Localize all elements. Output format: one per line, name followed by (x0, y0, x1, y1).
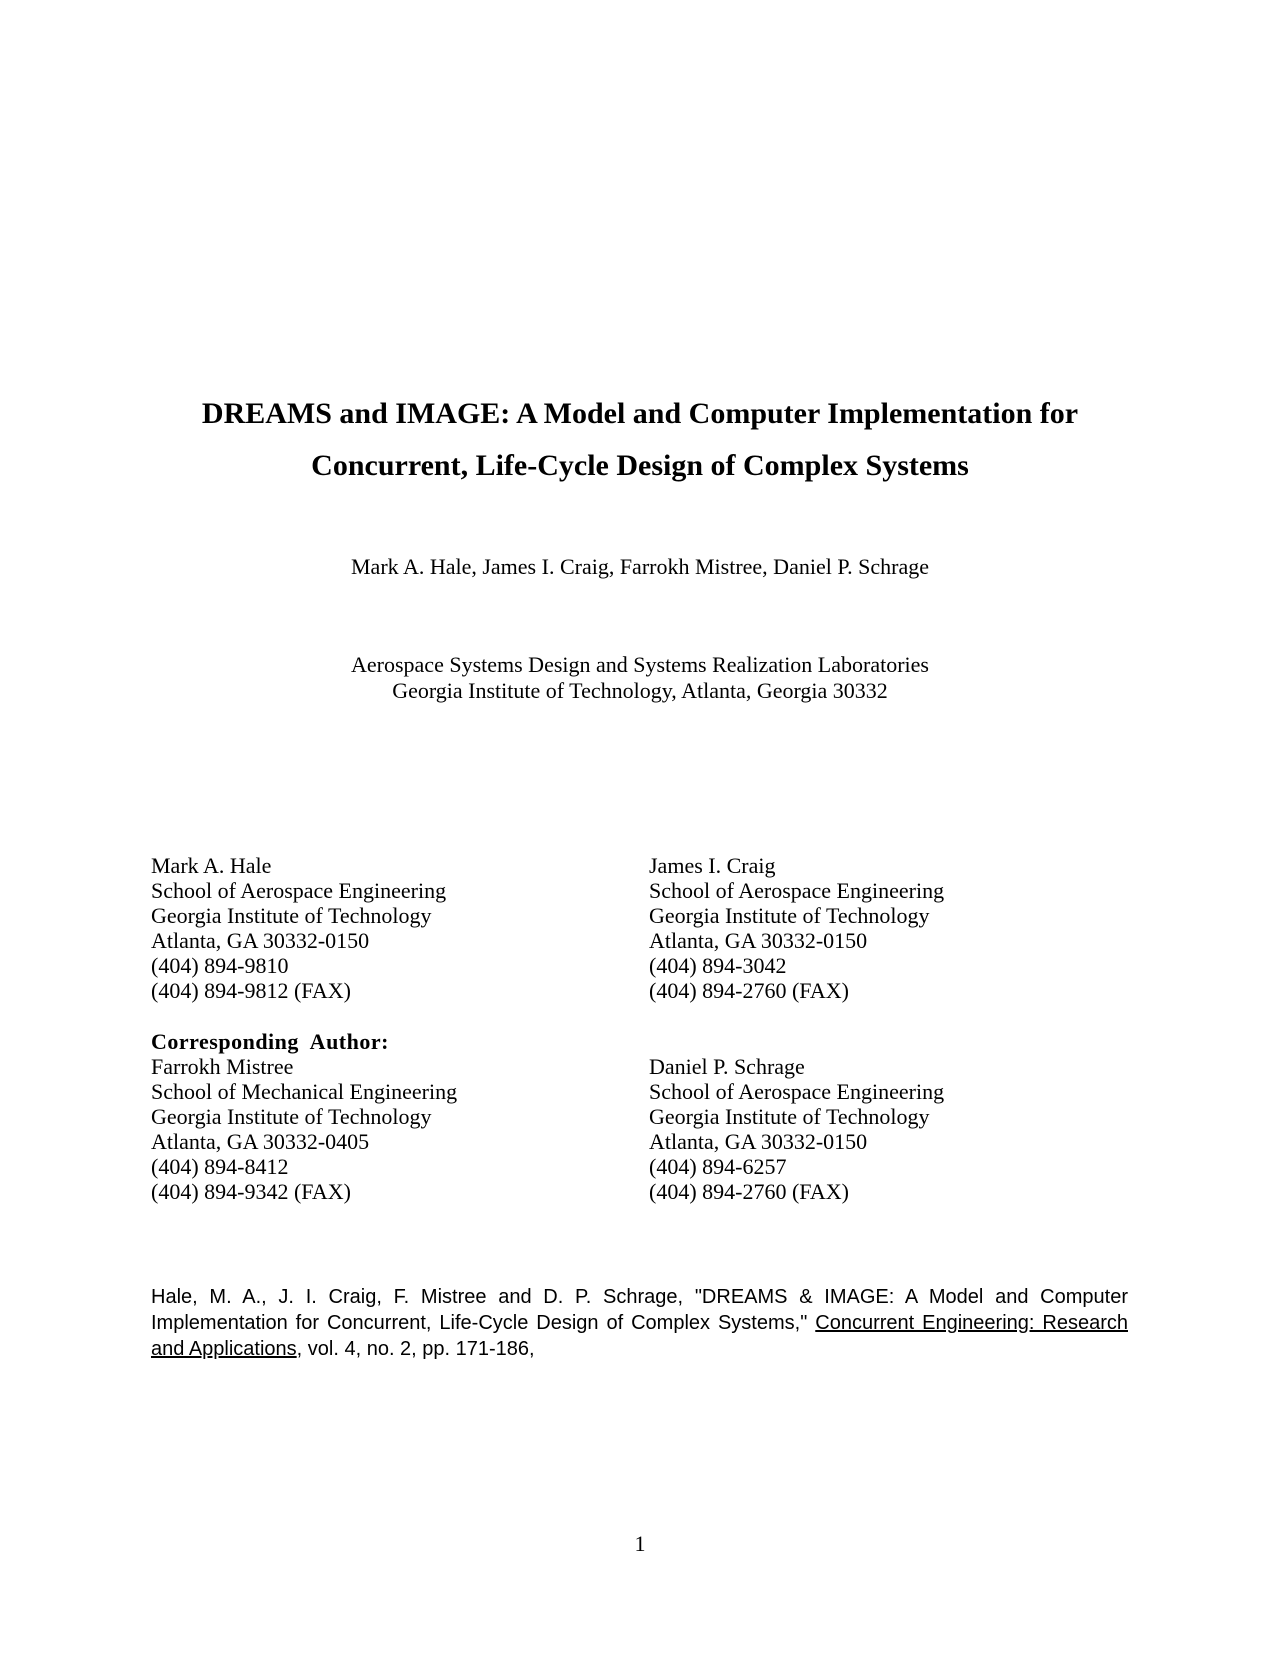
address-block-mistree (151, 1029, 457, 1204)
title-line-1: DREAMS and IMAGE: A Model and Computer Implementation for (201, 397, 1079, 430)
address-name: Mark A. Hale (151, 853, 272, 878)
title-line-2: Concurrent, Life-Cycle Design of Complex Systems (311, 449, 969, 482)
address-name: Daniel P. Schrage (649, 1054, 805, 1079)
address-fax: (404) 894-2760 (FAX) (649, 978, 850, 1003)
address-block-craig (649, 853, 944, 1003)
citation-details: , vol. 4, no. 2, pp. 171-186, (296, 1338, 535, 1360)
affiliation (100, 652, 1180, 704)
paper-title (100, 388, 1180, 492)
citation-text: Hale, M. A., J. I. Craig, F. Mistree and D. P. Schrage, "DREAMS & IMAGE: A Model and Computer Implementation for Concurrent, Life-Cycle Design of Complex Systems," (151, 1286, 1128, 1334)
address-phone: (404) 894-8412 (151, 1154, 289, 1179)
address-phone: (404) 894-9810 (151, 953, 289, 978)
address-city: Atlanta, GA 30332-0150 (649, 928, 868, 953)
address-city: Atlanta, GA 30332-0405 (151, 1129, 370, 1154)
address-school: School of Mechanical Engineering (151, 1079, 458, 1104)
address-city: Atlanta, GA 30332-0150 (649, 1129, 868, 1154)
address-institute: Georgia Institute of Technology (151, 903, 432, 928)
citation-paragraph (151, 1284, 1128, 1362)
address-block-hale (151, 853, 446, 1003)
address-school: School of Aerospace Engineering (649, 878, 945, 903)
affiliation-institute: Georgia Institute of Technology, Atlanta, Georgia 30332 (392, 678, 888, 703)
address-school: School of Aerospace Engineering (649, 1079, 945, 1104)
address-name: James I. Craig (649, 853, 776, 878)
author-list: Mark A. Hale, James I. Craig, Farrokh Mistree, Daniel P. Schrage (351, 554, 929, 579)
address-fax: (404) 894-9342 (FAX) (151, 1179, 352, 1204)
address-institute: Georgia Institute of Technology (649, 903, 930, 928)
address-city: Atlanta, GA 30332-0150 (151, 928, 370, 953)
citation-journal: Concurrent Engineering: Research and Applications (151, 1312, 1128, 1360)
address-phone: (404) 894-6257 (649, 1154, 787, 1179)
corresponding-author-heading: Corresponding Author: (151, 1029, 389, 1054)
address-block-schrage (649, 1054, 944, 1204)
address-institute: Georgia Institute of Technology (151, 1104, 432, 1129)
address-phone: (404) 894-3042 (649, 953, 787, 978)
address-institute: Georgia Institute of Technology (649, 1104, 930, 1129)
address-fax: (404) 894-2760 (FAX) (649, 1179, 850, 1204)
address-name: Farrokh Mistree (151, 1054, 294, 1079)
page-number: 1 (634, 1531, 646, 1556)
address-fax: (404) 894-9812 (FAX) (151, 978, 352, 1003)
affiliation-labs: Aerospace Systems Design and Systems Realization Laboratories (351, 652, 929, 677)
address-school: School of Aerospace Engineering (151, 878, 447, 903)
